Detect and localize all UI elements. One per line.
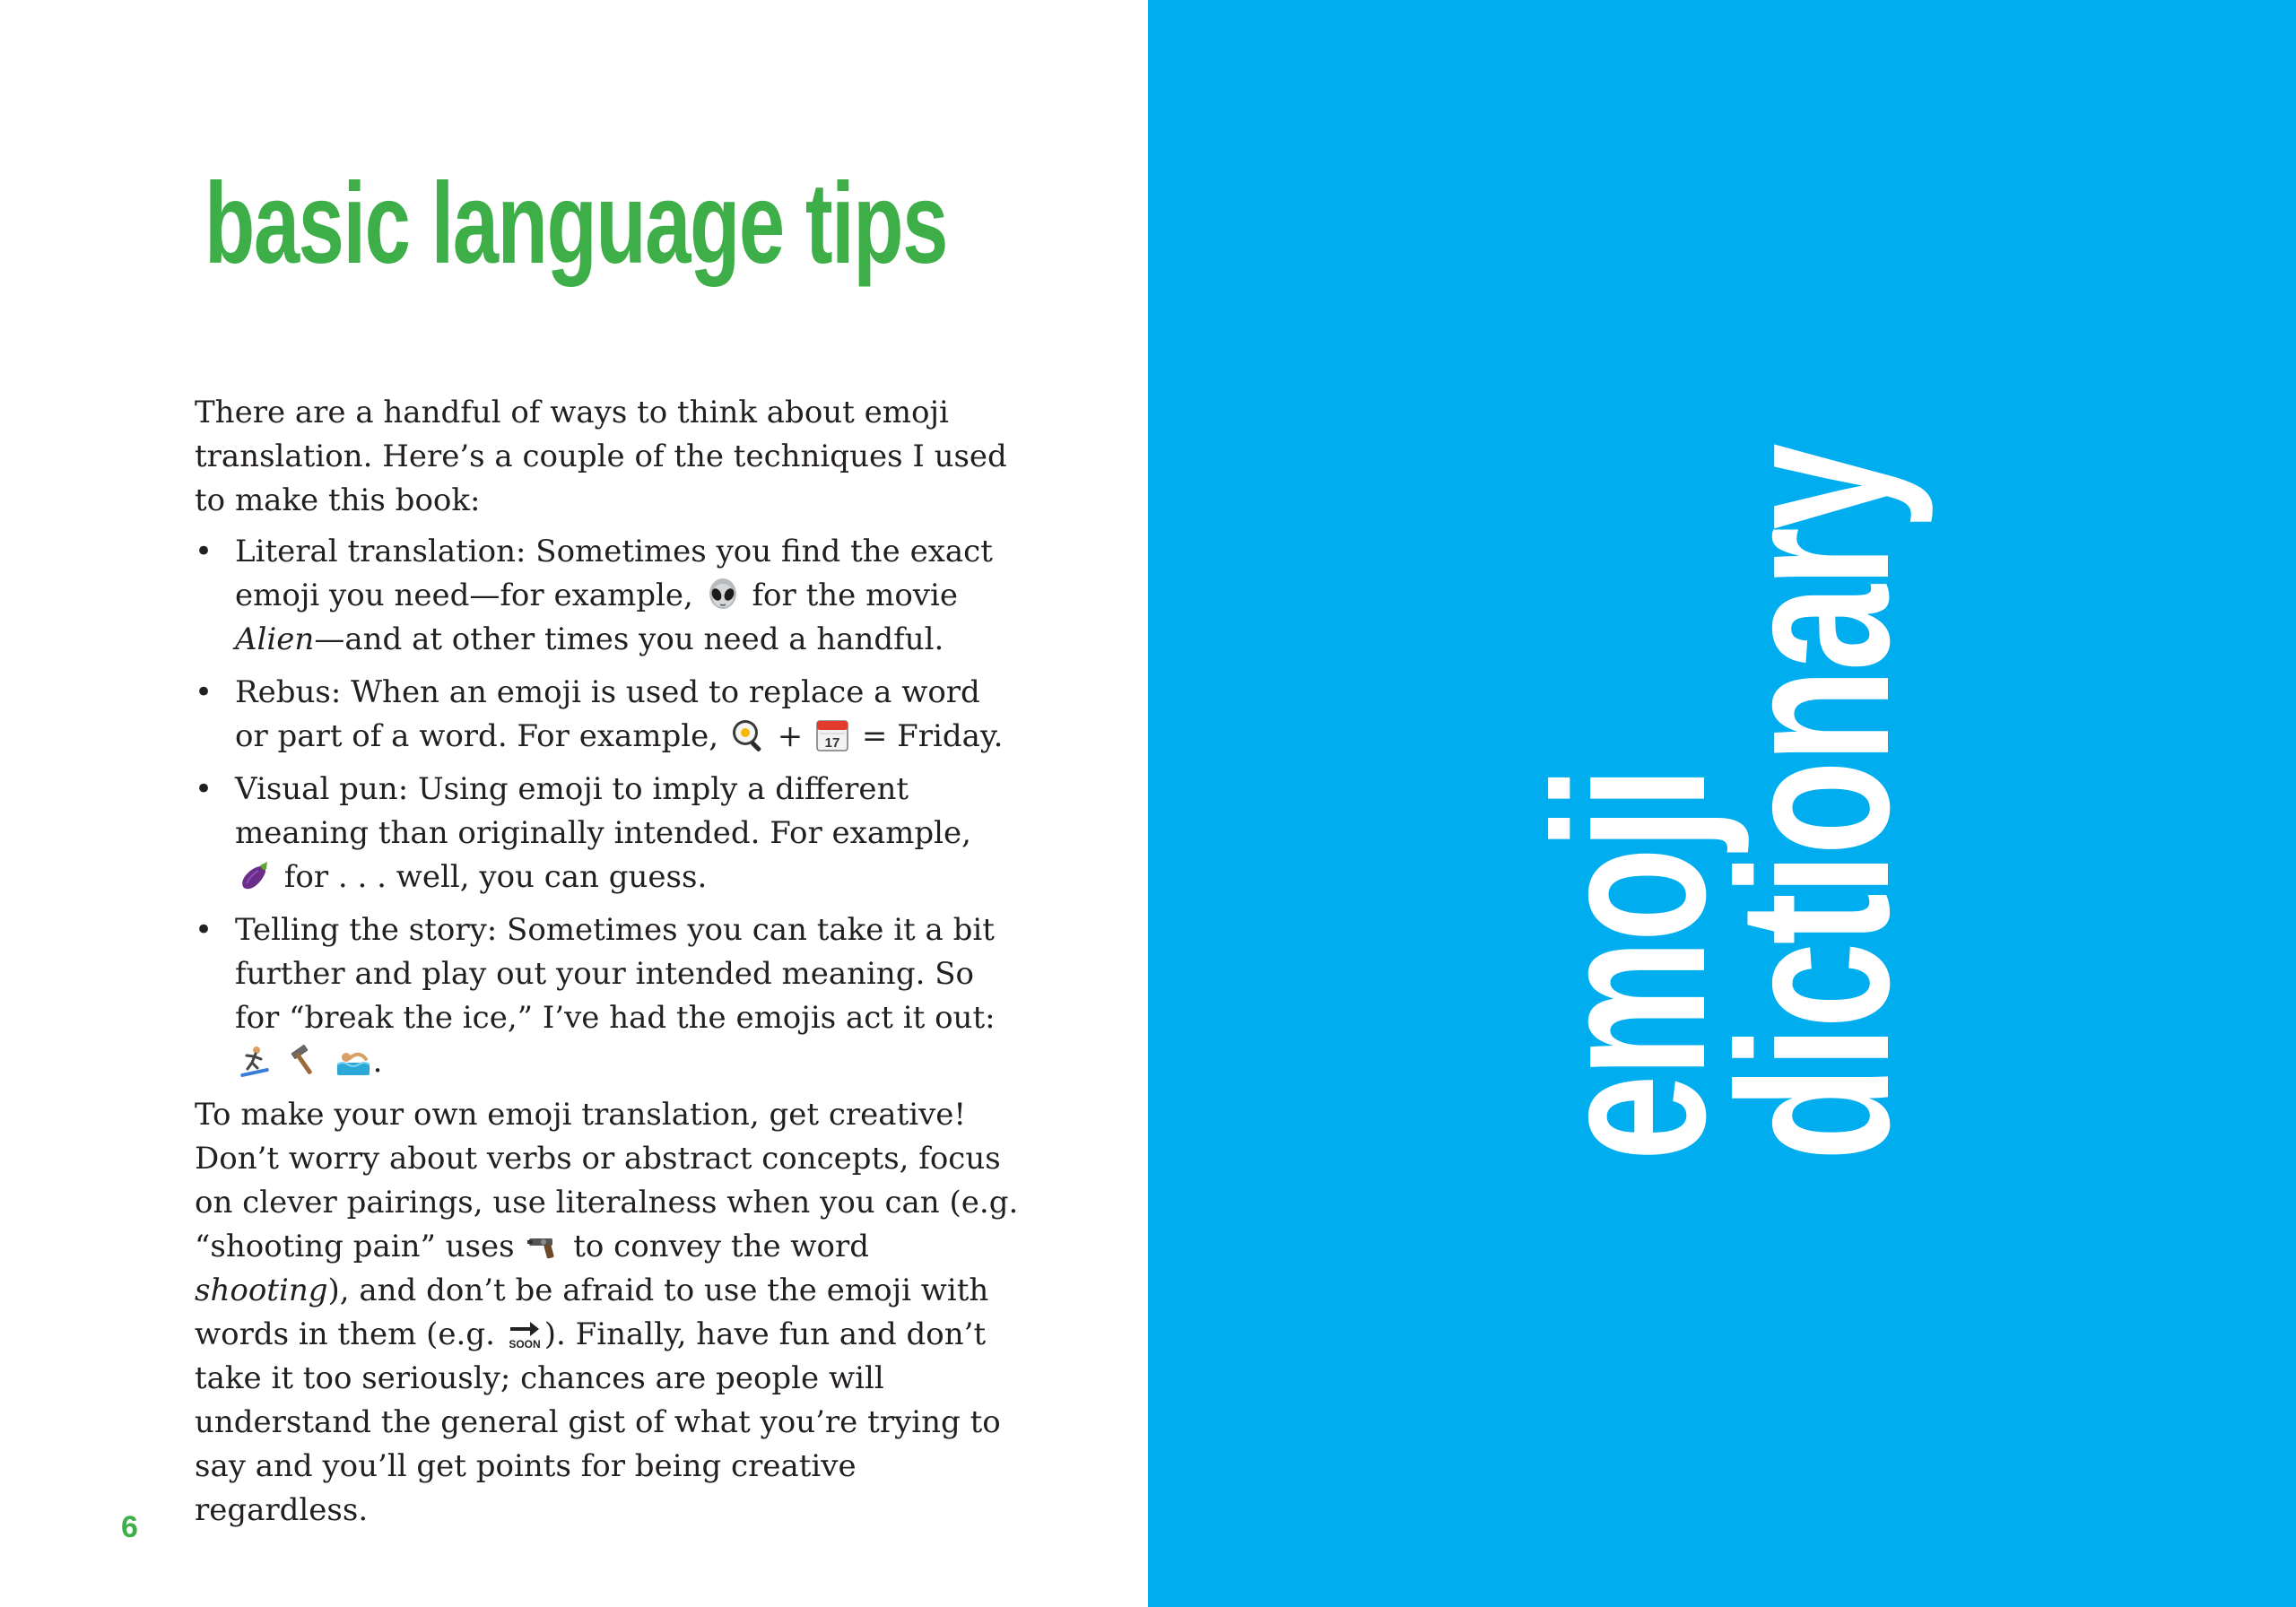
tip-text: for the movie [752,578,958,613]
svg-text:17: 17 [824,735,840,751]
snowboarder-icon [237,1043,273,1079]
svg-text:SOON: SOON [509,1338,541,1351]
tip-text: Telling the story: Sometimes you can take it a bit further and play out your intended meaning. So for “break the ice,” I’ve had the emojis act it out: [235,912,996,1036]
tips-list [195,530,1020,1084]
frying-pan-egg-icon [730,717,766,753]
intro-paragraph: There are a handful of ways to think about emoji translation. Here’s a couple of the techniques I used to make this book: [195,395,1007,518]
tip-rebus [195,671,1020,759]
book-title-line-2: dictionary [1693,446,1934,1161]
right-page [1148,0,2296,1607]
calendar-icon [814,717,850,753]
soon-arrow-icon [507,1316,543,1351]
tip-text: Rebus: When an emoji is used to replace a word or part of a word. For example, [235,674,980,754]
tip-literal-translation [195,530,1020,662]
closing-text: ). Finally, have fun and don’t take it too seriously; chances are people will understand the general gist of what you’re trying to say and you’ll get points for being creative regardless. [195,1316,1001,1528]
tip-text: Literal translation: Sometimes you find the exact emoji you need—for example, [235,534,993,613]
plus-sign: + [777,718,804,754]
movie-title-alien: Alien [235,621,315,657]
eggplant-icon [237,858,273,894]
closing-text: ), and don’t be afraid to use the emoji with words in them (e.g. [195,1273,989,1352]
tip-telling-the-story [195,908,1020,1084]
closing-italic-shooting: shooting [195,1273,328,1308]
pistol-icon [526,1228,561,1264]
tip-text: for . . . well, you can guess. [283,859,708,895]
tip-text: . [372,1044,383,1080]
alien-icon [705,577,741,612]
closing-text: to convey the word [573,1229,869,1264]
tip-text: Visual pun: Using emoji to imply a different meaning than originally intended. For example, [235,771,971,851]
page-title: basic language tips [204,160,947,288]
closing-text: To make your own emoji translation, get creative! Don’t worry about verbs or abstract concepts, focus on clever pairings, use literalness when you can (e.g. “shooting pain” uses [195,1097,1019,1264]
swimmer-icon [335,1043,371,1079]
tip-text: = Friday. [861,718,1004,754]
book-title-line-1: emoji [1509,769,1750,1161]
hammer-icon [286,1043,322,1079]
closing-paragraph [195,1093,1020,1533]
tip-visual-pun [195,768,1020,899]
body-text [195,391,1020,1533]
book-title [1509,446,1934,1161]
page-number: 6 [121,1510,138,1544]
tip-text: —and at other times you need a handful. [314,621,944,657]
